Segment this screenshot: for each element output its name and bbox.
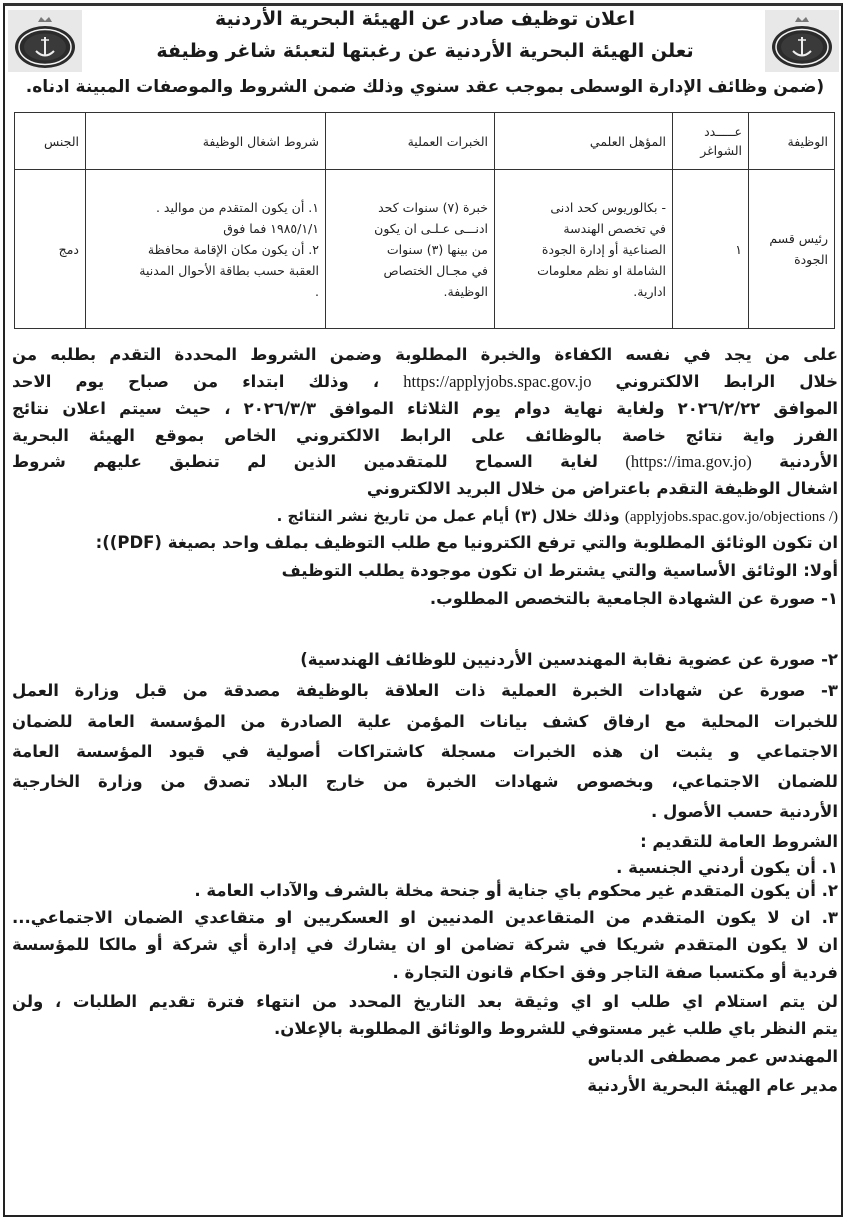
body-line: الاجتماعي و يثبت ان هذه الخبرات مسجلة كاشتراكات أصولية في قيود المؤسسة العامة <box>12 742 838 761</box>
document-item: ٢- صورة عن عضوية نقابة المهندسين الأردنيين للوظائف الهندسية) <box>300 650 838 669</box>
documents-section-title: أولا: الوثائق الأساسية والتي يشترط ان تكون موجودة يطلب التوظيف <box>281 561 838 580</box>
body-line: ان لا يكون المتقدم شريكا في شركة تضامن او ان يشارك في إدارة أي شركة أو مالكا للمؤسسة <box>12 935 838 954</box>
ad-subtitle: تعلن الهيئة البحرية الأردنية عن رغبتها لتعبئة شاغر وظيفة <box>156 40 694 62</box>
conditions-line: ٢. أن يكون مكان الإقامة محافظة <box>147 241 319 257</box>
experience-line: خبرة (٧) سنوات كحد <box>378 199 488 215</box>
body-text: ، وذلك ابتداء من صباح يوم الاحد <box>12 372 380 391</box>
body-line: لن يتم استلام اي طلب او اي وثيقة بعد التاريخ المحدد من انتهاء فترة تقديم الطلبات ، ولن <box>12 992 838 1011</box>
job-title-line1: رئيس قسم <box>769 231 828 246</box>
body-text: الأردنية <box>779 452 838 471</box>
body-line: الفرز واية نتائج خاصة بالوظائف على الرابط الالكتروني الخاص بموقع الهيئة البحرية <box>12 426 838 445</box>
qualification-line: الشاملة او نظم معلومات <box>537 262 666 278</box>
header-vacancies-line1: عـــــدد <box>704 124 742 139</box>
body-line: للخبرات المحلية مع ارفاق كشف بيانات المؤمن علية الصادرة من المؤسسة العامة للضمان <box>12 712 838 731</box>
cell-job <box>749 170 835 329</box>
header-experience: الخبرات العملية <box>326 113 495 170</box>
body-line: اشغال الوظيفة التقدم باعتراض من خلال البريد الالكتروني <box>366 479 838 498</box>
general-conditions-title: الشروط العامة للتقديم : <box>640 832 838 851</box>
experience-line: الوظيفة. <box>443 283 488 299</box>
qualification-line: في تخصص الهندسة <box>563 220 666 236</box>
body-line <box>12 503 838 530</box>
cell-vacancies: ١ <box>673 170 749 329</box>
job-table-header-row <box>15 113 835 170</box>
body-text: خلال الرابط الالكتروني <box>615 372 838 391</box>
documents-format-note: ان تكون الوثائق المطلوبة والتي ترفع الكترونيا مع طلب التوظيف بملف واحد بصيغة (PDF)): <box>95 533 838 552</box>
header-vacancies <box>673 113 749 170</box>
cell-gender: دمج <box>15 170 86 329</box>
conditions-line: العقبة حسب بطاقة الأحوال المدنية <box>139 262 319 278</box>
maritime-authority-logo-left <box>8 10 82 72</box>
ad-scope: (ضمن وظائف الإدارة الوسطى بموجب عقد سنوي وذلك ضمن الشروط والموصفات المبينة ادناه. <box>25 77 825 97</box>
qualification-line: - بكالوريوس كحد ادنى <box>550 199 666 215</box>
experience-line: ادنـــى عـلـى ان يكون <box>374 220 488 236</box>
header-qualification: المؤهل العلمي <box>495 113 673 170</box>
signatory-name: المهندس عمر مصطفى الدباس <box>587 1047 838 1066</box>
cell-qualification <box>495 170 673 329</box>
anchor-crown-seal-icon <box>765 10 839 72</box>
header-job: الوظيفة <box>749 113 835 170</box>
body-line: الموافق ٢٠٢٦/٢/٢٢ ولغاية نهاية دوام يوم الثلاثاء الموافق ٢٠٢٦/٣/٣ ، حيث سيتم اعلان نتائج <box>12 399 838 418</box>
signatory-title: مدير عام الهيئة البحرية الأردنية <box>587 1076 838 1095</box>
document-item: ٣- صورة عن شهادات الخبرة العملية ذات العلاقة بالوظيفة مصدقة من قبل وزارة العمل <box>12 681 838 700</box>
document-item: ١- صورة عن الشهادة الجامعية بالتخصص المطلوب. <box>429 589 838 608</box>
cell-conditions <box>86 170 326 329</box>
body-line: على من يجد في نفسه الكفاءة والخبرة المطلوبة وضمن الشروط المحددة التقدم بطلبه من <box>12 345 838 364</box>
general-condition-item: ٣. ان لا يكون المتقدم من المتقاعدين المدنيين او العسكريين او متقاعدي الضمان الاجتماعي... <box>12 908 838 927</box>
body-line <box>12 369 838 395</box>
experience-line: من بينها (٣) سنوات <box>386 241 488 257</box>
conditions-line: ١٩٨٥/١/١ فما فوق <box>223 220 319 236</box>
body-text: لغاية السماح للمتقدمين الذين لم تنطبق عليهم شروط <box>12 452 598 471</box>
experience-line: في مجـال الختصاص <box>383 262 488 278</box>
qualification-line: الصناعية أو إدارة الجودة <box>541 241 666 257</box>
header-vacancies-line2: الشواغر <box>700 143 742 158</box>
general-condition-item: ٢. أن يكون المتقدم غير محكوم باي جناية أو جنحة مخلة بالشرف والآداب العامة . <box>194 881 838 900</box>
header-conditions: شروط اشغال الوظيفة <box>86 113 326 170</box>
job-title-line2: الجودة <box>794 252 828 267</box>
conditions-line: . <box>315 283 319 299</box>
body-line: يتم النظر باي طلب غير مستوفي للشروط والوثائق المطلوبة بالإعلان. <box>274 1019 838 1038</box>
maritime-authority-logo-right <box>765 10 839 72</box>
general-condition-item: ١. أن يكون أردني الجنسية . <box>616 858 838 877</box>
body-text: وذلك خلال (٣) أيام عمل من تاريخ نشر النتائج . <box>276 507 620 525</box>
objections-url-link[interactable]: (applyjobs.spac.gov.jo/objections /) <box>624 509 838 525</box>
conditions-line: ١. أن يكون المتقدم من مواليد . <box>155 199 319 215</box>
anchor-crown-seal-icon <box>8 10 82 72</box>
body-line: فردية أو مكتسبا صفة التاجر وفق احكام قانون التجارة . <box>392 963 838 982</box>
body-line <box>12 449 838 475</box>
body-line: الأردنية حسب الأصول . <box>650 802 838 821</box>
body-line: للضمان الاجتماعي، وبخصوص شهادات الخبرة من خارج البلاد تصدق من وزارة الخارجية <box>12 772 838 791</box>
ima-url-link[interactable]: (https://ima.gov.jo) <box>625 452 752 471</box>
table-row <box>15 170 835 329</box>
ad-title: اعلان توظيف صادر عن الهيئة البحرية الأردنية <box>215 8 635 30</box>
apply-url-link[interactable]: https://applyjobs.spac.gov.jo <box>403 372 592 391</box>
job-table <box>14 112 835 329</box>
qualification-line: ادارية. <box>633 283 666 299</box>
cell-experience <box>326 170 495 329</box>
header-gender: الجنس <box>15 113 86 170</box>
